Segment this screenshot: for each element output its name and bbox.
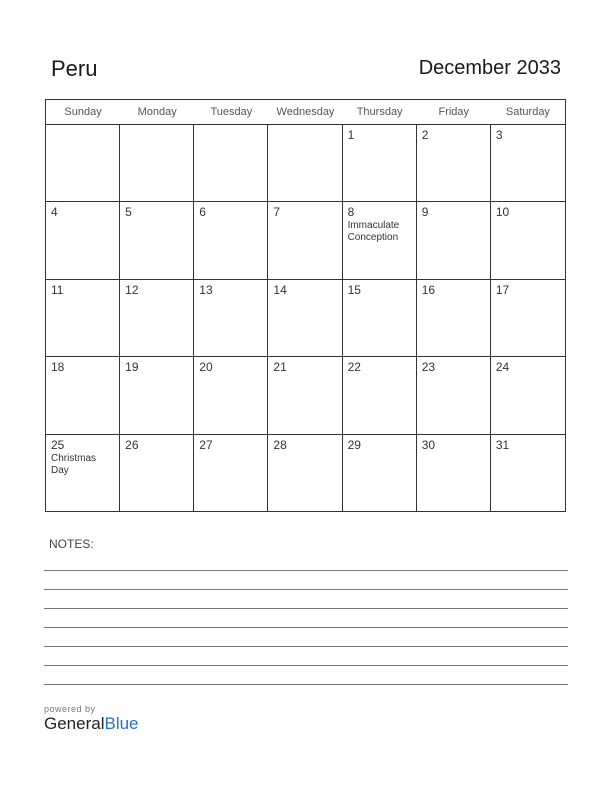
day-number: 16 — [421, 282, 436, 297]
month-year-title: December 2033 — [418, 57, 561, 79]
country-title: Peru — [51, 56, 98, 81]
day-cell — [194, 435, 268, 512]
day-cell — [46, 435, 120, 512]
note-line — [44, 628, 568, 647]
day-number: 27 — [199, 437, 213, 452]
day-number: 17 — [495, 282, 510, 297]
note-line — [44, 552, 568, 571]
day-number: 30 — [421, 437, 436, 452]
day-number: 24 — [495, 360, 510, 375]
day-cell — [194, 357, 268, 434]
day-number: 1 — [347, 128, 355, 142]
day-cell — [46, 280, 120, 357]
day-cell — [120, 357, 194, 434]
day-number: 19 — [125, 360, 139, 375]
weekday-monday: Monday — [137, 106, 177, 118]
day-number: 3 — [495, 128, 503, 142]
day-number: 5 — [125, 205, 132, 220]
day-number: 25 — [51, 437, 65, 452]
day-cell — [120, 435, 194, 512]
day-cell — [491, 435, 565, 512]
day-number: 7 — [273, 205, 281, 220]
day-cell — [120, 280, 194, 357]
weekday-tuesday: Tuesday — [210, 106, 253, 118]
weekday-header-row — [46, 100, 565, 125]
day-cell — [46, 125, 120, 202]
day-cell — [491, 202, 565, 279]
day-cell — [343, 280, 417, 357]
day-number: 9 — [421, 205, 429, 220]
day-number: 12 — [125, 282, 139, 297]
day-cell — [343, 435, 417, 512]
day-cell — [417, 280, 491, 357]
day-number: 20 — [199, 360, 213, 375]
logo-blue-text: Blue — [104, 714, 139, 733]
day-number: 10 — [495, 205, 510, 220]
day-cell — [343, 202, 417, 279]
day-cell — [194, 125, 268, 202]
generalblue-logo — [44, 714, 139, 734]
notes-lines — [44, 552, 568, 685]
day-cell — [417, 125, 491, 202]
weekday-saturday: Saturday — [505, 106, 550, 118]
day-cell — [120, 125, 194, 202]
day-number: 15 — [347, 282, 361, 297]
day-number: 2 — [421, 128, 429, 142]
day-number: 13 — [199, 282, 213, 297]
holiday-label: Christmas Day — [51, 452, 97, 476]
day-cell — [343, 125, 417, 202]
weekday-wednesday: Wednesday — [276, 106, 335, 118]
day-cell — [268, 202, 342, 279]
notes-label: NOTES: — [49, 537, 94, 551]
day-cell — [491, 125, 565, 202]
day-number: 18 — [51, 360, 65, 375]
day-cell — [268, 125, 342, 202]
brand-footer — [44, 704, 139, 734]
day-number: 31 — [495, 437, 510, 452]
day-cell — [417, 202, 491, 279]
holiday-label: Immaculate Conception — [347, 220, 400, 244]
day-cell — [491, 280, 565, 357]
note-line — [44, 590, 568, 609]
powered-by-text: powered by — [44, 704, 96, 714]
calendar-grid — [45, 99, 566, 512]
note-line — [44, 571, 568, 590]
weekday-sunday: Sunday — [64, 106, 102, 118]
day-number: 29 — [347, 437, 361, 452]
day-number: 4 — [51, 205, 58, 220]
day-number: 14 — [273, 282, 287, 297]
day-cell — [268, 280, 342, 357]
day-number: 28 — [273, 437, 287, 452]
logo-general-text: General — [44, 714, 105, 733]
calendar-weeks — [46, 125, 565, 512]
day-cell — [343, 357, 417, 434]
note-line — [44, 609, 568, 628]
day-number: 8 — [347, 205, 355, 220]
day-cell — [417, 435, 491, 512]
day-number: 23 — [421, 360, 436, 375]
day-cell — [268, 435, 342, 512]
day-number: 21 — [273, 360, 287, 375]
day-cell — [194, 202, 268, 279]
day-cell — [194, 280, 268, 357]
weekday-thursday: Thursday — [356, 106, 403, 118]
note-line — [44, 666, 568, 685]
weekday-friday: Friday — [438, 106, 470, 118]
day-number: 26 — [125, 437, 139, 452]
day-number: 22 — [347, 360, 361, 375]
day-cell — [268, 357, 342, 434]
day-cell — [491, 357, 565, 434]
day-cell — [120, 202, 194, 279]
day-cell — [46, 202, 120, 279]
day-cell — [46, 357, 120, 434]
day-number: 6 — [199, 205, 206, 220]
note-line — [44, 647, 568, 666]
day-cell — [417, 357, 491, 434]
day-number: 11 — [51, 282, 64, 297]
